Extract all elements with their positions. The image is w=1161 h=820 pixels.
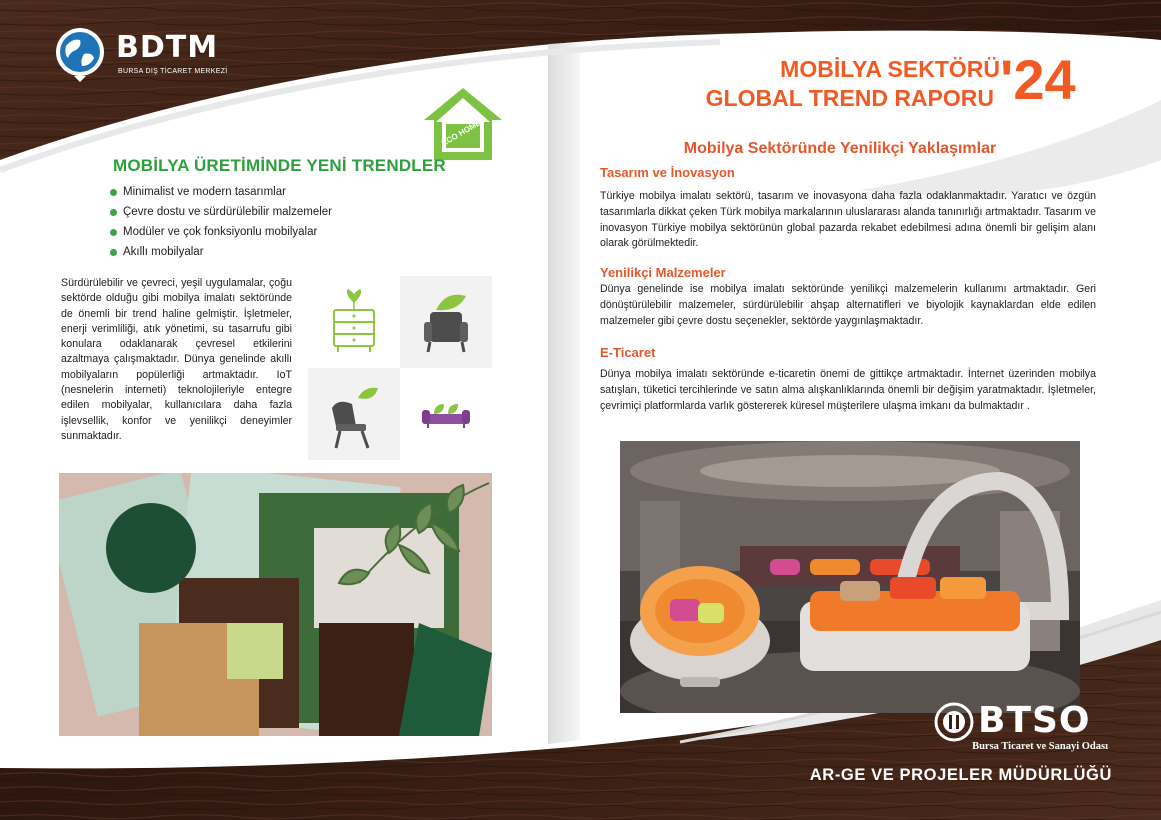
btso-subtitle: Bursa Ticaret ve Sanayi Odası	[972, 741, 1108, 752]
subsection-text: Dünya genelinde ise mobilya imalatı sektöründe yenilikçi malzemelerin kullanımı artmaktadır. Geri dönüştürülebilir malzemeler, sürdürülebilir ahşap alternatifleri ve biyolojik kaynaklardan elde edilen malzemeler gibi çevre dostu seçenekler, sektörde yaygınlaşmaktadır.	[600, 283, 1096, 327]
bdtm-subtitle: BURSA DIŞ TİCARET MERKEZİ	[118, 68, 228, 75]
trend-list	[110, 184, 332, 264]
sofa-leaf-icon	[400, 368, 492, 460]
department-title: AR-GE VE PROJELER MÜDÜRLÜĞÜ	[809, 766, 1112, 784]
left-body-text: Sürdürülebilir ve çevreci, yeşil uygulamalar, çoğu sektörde olduğu gibi mobilya imalatı sektöründe de önemli bir trend haline gelmiştir. İşletmeler, enerji verimliliği, atık yönetimi, su tasarrufu gibi konulara odaklanarak çevresel etkilerini azaltmaya çalışmaktadır. Dünya genelinde akıllı mobilyaların popülerliği artmaktadır. IoT (nesnelerin interneti) teknolojileriyle entegre edilen mobilyalar, kullanıcılara daha fazla işlevsellik, konfor ve yenilikçi deneyimler sunmaktadır.	[61, 277, 292, 442]
furniture-icon-grid	[308, 276, 494, 462]
dresser-plant-icon	[308, 276, 400, 368]
subsection-heading: Yenilikçi Malzemeler	[600, 265, 726, 280]
eco-badge-text: ECO HOME	[440, 118, 483, 148]
trend-item: Minimalist ve modern tasarımlar	[110, 184, 332, 204]
btso-logo	[934, 700, 1114, 760]
icon-cell	[308, 276, 400, 368]
trend-item: Çevre dostu ve sürdürülebilir malzemeler	[110, 204, 332, 224]
icon-cell	[308, 368, 400, 460]
subsection-heading: E-Ticaret	[600, 345, 656, 360]
btso-emblem-icon	[934, 702, 974, 742]
subsection-text: Dünya mobilya imalatı sektöründe e-ticaretin önemi de gittikçe artmaktadır. İnternet üzerinden mobilya satışları, tüketici tercihlerinde ve satın alma alışkanlıklarında önemli bir değişim yaratmaktadır. İşletmeler, çevrimiçi platformlarda varlık göstererek küresel müşterilere ulaşma imkanı da bulmaktadır .	[600, 368, 1096, 412]
chair-leaf-icon	[308, 368, 400, 460]
report-title-line1: MOBİLYA SEKTÖRÜ	[780, 56, 1000, 82]
subsection-heading: Tasarım ve İnovasyon	[600, 165, 735, 180]
eco-home-icon	[420, 84, 506, 164]
armchair-leaf-icon	[400, 276, 492, 368]
bdtm-name: BDTM	[116, 30, 219, 65]
trend-item: Akıllı mobilyalar	[110, 244, 332, 264]
icon-cell	[400, 368, 492, 460]
report-year: '24	[1000, 48, 1076, 111]
btso-name: BTSO	[978, 700, 1091, 741]
bdtm-logo	[52, 26, 252, 86]
futuristic-bedroom-image	[620, 441, 1080, 713]
section-title: Mobilya Sektöründe Yenilikçi Yaklaşımlar	[683, 140, 997, 157]
subsection-text: Türkiye mobilya imalatı sektörü, tasarım ve inovasyona daha fazla odaklanmaktadır. Yaratıcı ve özgün tasarımlarla dikkat çeken Türk mobilya markalarının uluslararası alanda tanınırlığı artmaktadır. Tasarım ve inovasyon Türkiye mobilya sektörünün global pazarda rekabet edebilmesi adına önemli bir gelişim alanı olarak görülmektedir.	[600, 190, 1096, 250]
left-title: MOBİLYA ÜRETİMİNDE YENİ TRENDLER	[113, 156, 446, 175]
trend-item: Modüler ve çok fonksiyonlu mobilyalar	[110, 224, 332, 244]
globe-icon	[52, 26, 108, 82]
material-samples-image	[59, 473, 492, 736]
icon-cell	[400, 276, 492, 368]
report-title-line2: GLOBAL TREND RAPORU	[705, 85, 994, 111]
